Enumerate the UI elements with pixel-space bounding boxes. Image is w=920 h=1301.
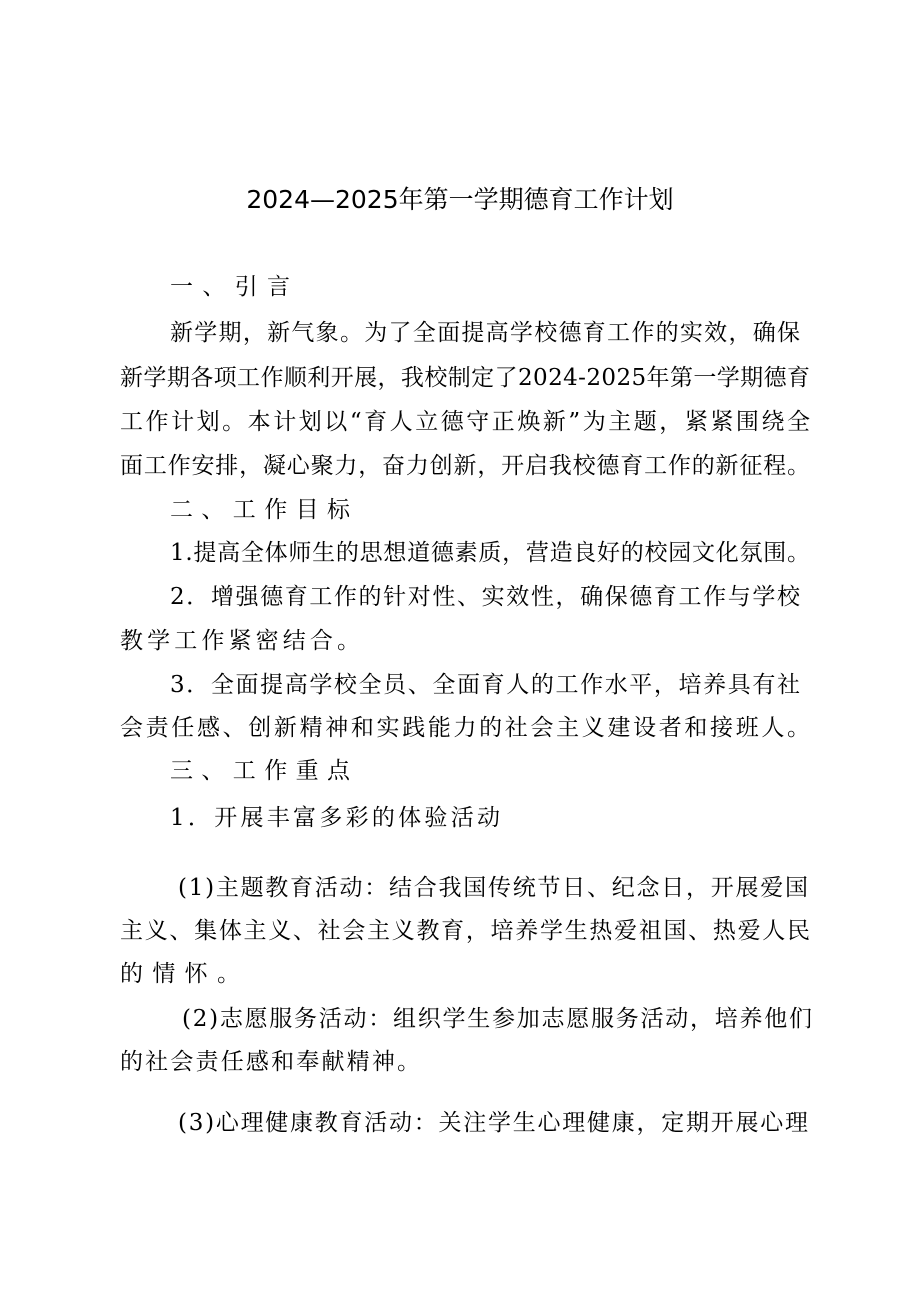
paragraph-line: 工作计划。本计划以“育人立德守正焕新”为主题，紧紧围绕全: [120, 409, 813, 435]
list-item: 2．增强德育工作的针对性、实效性，确保德育工作与学校: [170, 584, 802, 610]
list-item: (3)心理健康教育活动：关注学生心理健康，定期开展心理: [178, 1110, 810, 1136]
section-heading-focus: 三、工作重点: [170, 758, 359, 784]
list-item-continuation: 的情怀。: [120, 961, 250, 987]
section-heading-goals: 二、工作目标: [170, 497, 359, 523]
list-item: (1)主题教育活动：结合我国传统节日、纪念日，开展爱国: [178, 875, 810, 901]
paragraph-line: 新学期，新气象。为了全面提高学校德育工作的实效，确保: [170, 320, 802, 346]
list-item: 3．全面提高学校全员、全面育人的工作水平，培养具有社: [170, 672, 802, 698]
paragraph-line: 面工作安排，凝心聚力，奋力创新，开启我校德育工作的新征程。: [120, 453, 811, 479]
list-item-continuation: 教学工作紧密结合。: [120, 628, 365, 654]
list-item-continuation: 会责任感、创新精神和实践能力的社会主义建设者和接班人。: [120, 715, 813, 741]
list-item-continuation: 主义、集体主义、社会主义教育，培养学生热爱祖国、热爱人民: [120, 918, 812, 944]
section-heading-intro: 一、引言: [170, 274, 300, 300]
paragraph-line: 新学期各项工作顺利开展，我校制定了2024-2025年第一学期德育: [120, 365, 811, 391]
subsection-heading: 1．开展丰富多彩的体验活动: [170, 805, 504, 831]
list-item: 1.提高全体师生的思想道德素质，营造良好的校园文化氛围。: [170, 540, 811, 566]
list-item-continuation: 的社会责任感和奉献精神。: [120, 1049, 423, 1075]
list-item: (2)志愿服务活动：组织学生参加志愿服务活动，培养他们: [182, 1006, 814, 1032]
document-title: 2024—2025年第一学期德育工作计划: [246, 185, 674, 214]
